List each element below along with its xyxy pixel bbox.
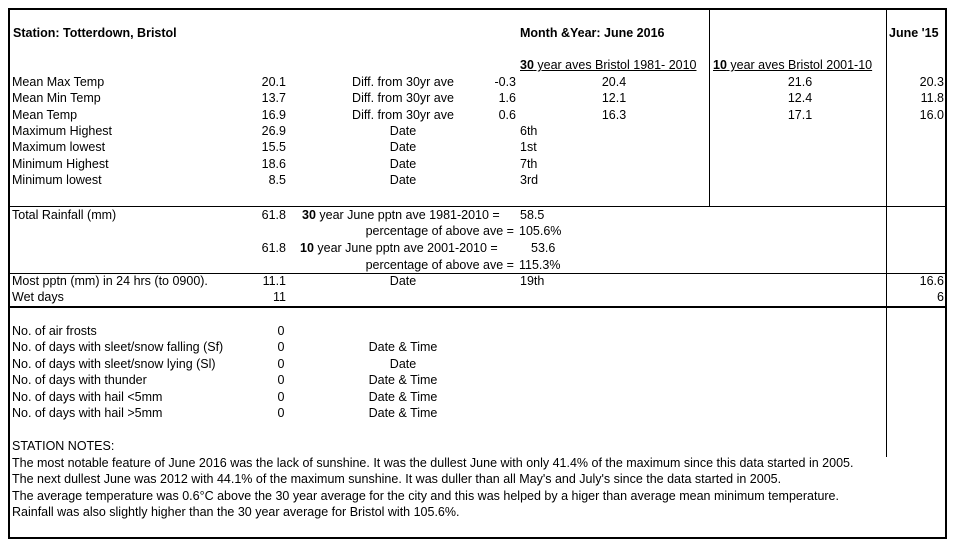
temp-ave10: 21.6 bbox=[787, 75, 813, 89]
note-line: Rainfall was also slightly higher than the 30 year average for Bristol with 105.6%. bbox=[12, 505, 460, 520]
temp-label: Mean Min Temp bbox=[12, 91, 101, 106]
temp-ave10: 12.4 bbox=[787, 91, 813, 106]
temp-diff: 1.6 bbox=[498, 91, 516, 106]
temp-ave10: 17.1 bbox=[787, 107, 813, 122]
rainfall-ave30-value: 58.5 bbox=[520, 208, 545, 222]
rainfall-pct1-label: percentage of above ave = bbox=[365, 224, 514, 238]
temp-diff-label: Diff. from 30yr ave bbox=[352, 75, 454, 89]
extreme-label: Minimum lowest bbox=[12, 172, 102, 187]
extreme-date: 1st bbox=[520, 140, 537, 155]
extreme-label: Minimum Highest bbox=[12, 156, 109, 171]
count-value: 0 bbox=[277, 324, 285, 338]
temp-diff-label: Diff. from 30yr ave bbox=[352, 107, 454, 122]
extreme-date-label: Date bbox=[389, 156, 417, 171]
ave10-heading: 10 year aves Bristol 2001-10 bbox=[713, 58, 873, 72]
month-year-title: Month &Year: June 2016 bbox=[520, 26, 665, 40]
station-title: Station: Totterdown, Bristol bbox=[13, 26, 177, 40]
most-pptn-date-label: Date bbox=[389, 274, 417, 288]
extreme-label: Maximum lowest bbox=[12, 140, 106, 155]
temp-ave30: 16.3 bbox=[601, 107, 627, 122]
temp-prev: 16.0 bbox=[919, 107, 944, 122]
temp-value: 20.1 bbox=[261, 75, 286, 89]
wet-days-value: 11 bbox=[273, 290, 286, 304]
extreme-date-label: Date bbox=[389, 124, 417, 138]
rainfall-ave30-label: 30 year June pptn ave 1981-2010 = bbox=[302, 208, 500, 222]
count-extra: Date & Time bbox=[368, 389, 438, 404]
most-pptn-date: 19th bbox=[520, 274, 545, 288]
temp-value: 13.7 bbox=[261, 91, 286, 106]
most-pptn-label: Most pptn (mm) in 24 hrs (to 0900). bbox=[12, 274, 208, 288]
extreme-date-label: Date bbox=[389, 172, 417, 187]
extreme-date-label: Date bbox=[389, 140, 417, 155]
extreme-value: 26.9 bbox=[261, 124, 286, 138]
extreme-value: 8.5 bbox=[268, 172, 286, 187]
rainfall-label: Total Rainfall (mm) bbox=[12, 208, 117, 222]
note-line: The most notable feature of June 2016 was the lack of sunshine. It was the dullest June with only 41.4% of the maximum since this data started in 2005. bbox=[12, 456, 854, 470]
rainfall-ave10-label: 10 year June pptn ave 2001-2010 = bbox=[300, 241, 498, 255]
rainfall-value-1: 61.8 bbox=[261, 208, 286, 222]
rainfall-pct2-label: percentage of above ave = bbox=[365, 258, 514, 272]
divider-counts-top bbox=[9, 306, 946, 308]
count-extra: Date & Time bbox=[368, 340, 438, 355]
count-extra: Date bbox=[389, 356, 417, 371]
temp-prev: 20.3 bbox=[919, 75, 944, 89]
count-label: No. of days with thunder bbox=[12, 373, 147, 388]
extreme-date: 6th bbox=[520, 124, 538, 138]
temp-ave30: 20.4 bbox=[601, 75, 627, 89]
extreme-value: 18.6 bbox=[261, 156, 286, 171]
extreme-value: 15.5 bbox=[261, 140, 286, 155]
ave30-heading: 30 year aves Bristol 1981- 2010 bbox=[520, 58, 697, 72]
divider-rainfall-top bbox=[9, 206, 946, 207]
note-line: The average temperature was 0.6°C above the 30 year average for the city and this was helped by a higer than average mean minimum temperature. bbox=[12, 488, 839, 503]
note-line: The next dullest June was 2012 with 44.1% of the maximum sunshine. It was duller than all May's and July's since the data started in 2005. bbox=[12, 472, 782, 487]
count-label: No. of days with hail >5mm bbox=[12, 406, 163, 420]
temp-value: 16.9 bbox=[261, 107, 286, 122]
count-value: 0 bbox=[277, 389, 285, 404]
most-pptn-value: 11.1 bbox=[262, 274, 286, 288]
count-value: 0 bbox=[277, 406, 285, 420]
rainfall-ave10-value: 53.6 bbox=[531, 241, 556, 255]
temp-label: Mean Max Temp bbox=[12, 75, 105, 89]
count-value: 0 bbox=[277, 373, 285, 388]
most-pptn-prev: 16.6 bbox=[919, 274, 944, 288]
count-extra: Date & Time bbox=[368, 373, 438, 388]
temp-diff: -0.3 bbox=[494, 75, 516, 89]
rainfall-value-2: 61.8 bbox=[261, 241, 286, 255]
count-value: 0 bbox=[277, 340, 285, 355]
prev-year-title: June '15 bbox=[889, 26, 939, 40]
wet-days-prev: 6 bbox=[937, 290, 944, 304]
temp-ave30: 12.1 bbox=[601, 91, 627, 106]
count-value: 0 bbox=[277, 356, 285, 371]
count-label: No. of days with sleet/snow falling (Sf) bbox=[12, 340, 224, 355]
rainfall-pct1-value: 105.6% bbox=[519, 224, 562, 238]
divider-ave10-left bbox=[709, 9, 710, 206]
wet-days-label: Wet days bbox=[12, 290, 64, 304]
notes-heading: STATION NOTES: bbox=[12, 439, 115, 453]
temp-prev: 11.8 bbox=[920, 91, 944, 106]
count-label: No. of days with hail <5mm bbox=[12, 389, 163, 404]
count-label: No. of air frosts bbox=[12, 324, 97, 338]
extreme-date: 7th bbox=[520, 156, 538, 171]
rainfall-pct2-value: 115.3% bbox=[519, 258, 561, 272]
count-label: No. of days with sleet/snow lying (Sl) bbox=[12, 356, 216, 371]
temp-diff: 0.6 bbox=[498, 107, 516, 122]
divider-prev-left bbox=[886, 9, 887, 457]
temp-diff-label: Diff. from 30yr ave bbox=[352, 91, 454, 106]
count-extra: Date & Time bbox=[368, 406, 438, 420]
temp-label: Mean Temp bbox=[12, 107, 78, 122]
extreme-label: Maximum Highest bbox=[12, 124, 113, 138]
extreme-date: 3rd bbox=[520, 172, 539, 187]
